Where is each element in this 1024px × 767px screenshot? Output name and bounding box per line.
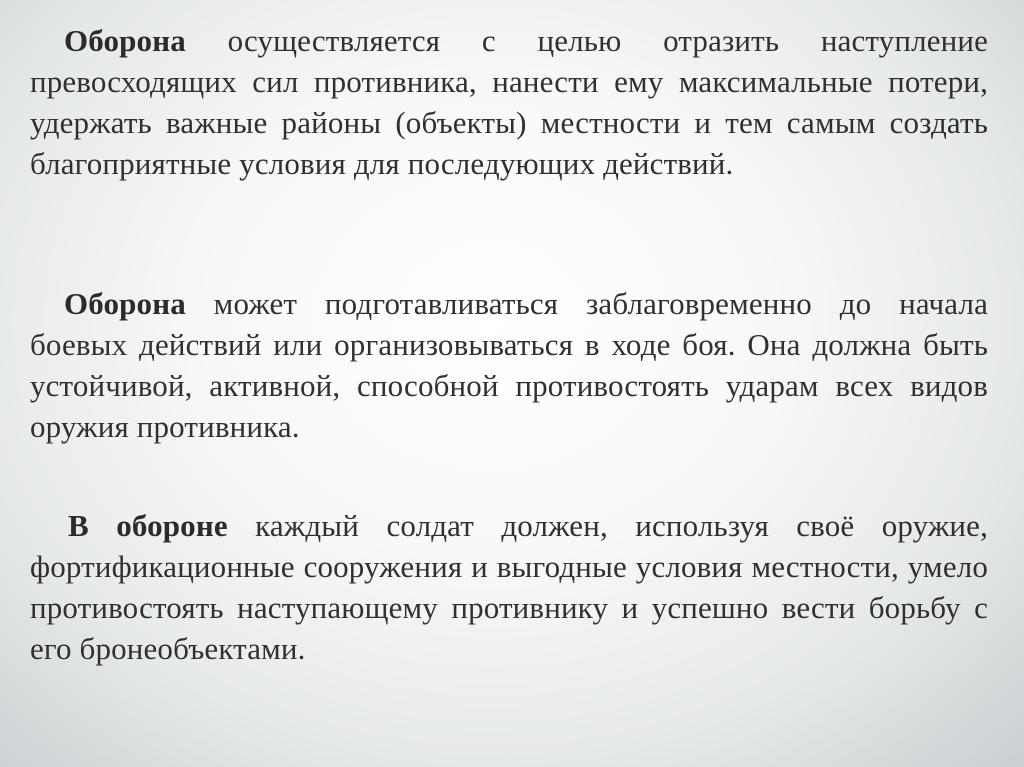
slide-content [30, 20, 988, 750]
paragraph-body: может подготавливаться заблаговременно до начала боевых действий или организовываться в ходе боя. Она должна быть устойчивой, активной, способной противостоять ударам всех видов оружия противника. [30, 286, 988, 444]
paragraph-body: осуществляется с целью отразить наступление превосходящих сил противника, нанести ему максимальные потери, удержать важные районы (объекты) местности и тем самым создать благоприятные условия для последующих действий. [30, 23, 988, 181]
paragraph-soldier-duty [30, 505, 988, 669]
paragraph-body: каждый солдат должен, используя своё оружие, фортификационные сооружения и выгодные условия местности, умело противостоять наступающему противнику и успешно вести борьбу с его бронеобъектами. [30, 508, 988, 666]
paragraph-defense-preparation [30, 283, 988, 447]
paragraph-lead-term: Оборона [64, 286, 186, 321]
paragraph-lead-term: В обороне [68, 508, 228, 543]
paragraph-lead-term: Оборона [64, 23, 186, 58]
paragraph-defense-purpose [30, 20, 988, 184]
